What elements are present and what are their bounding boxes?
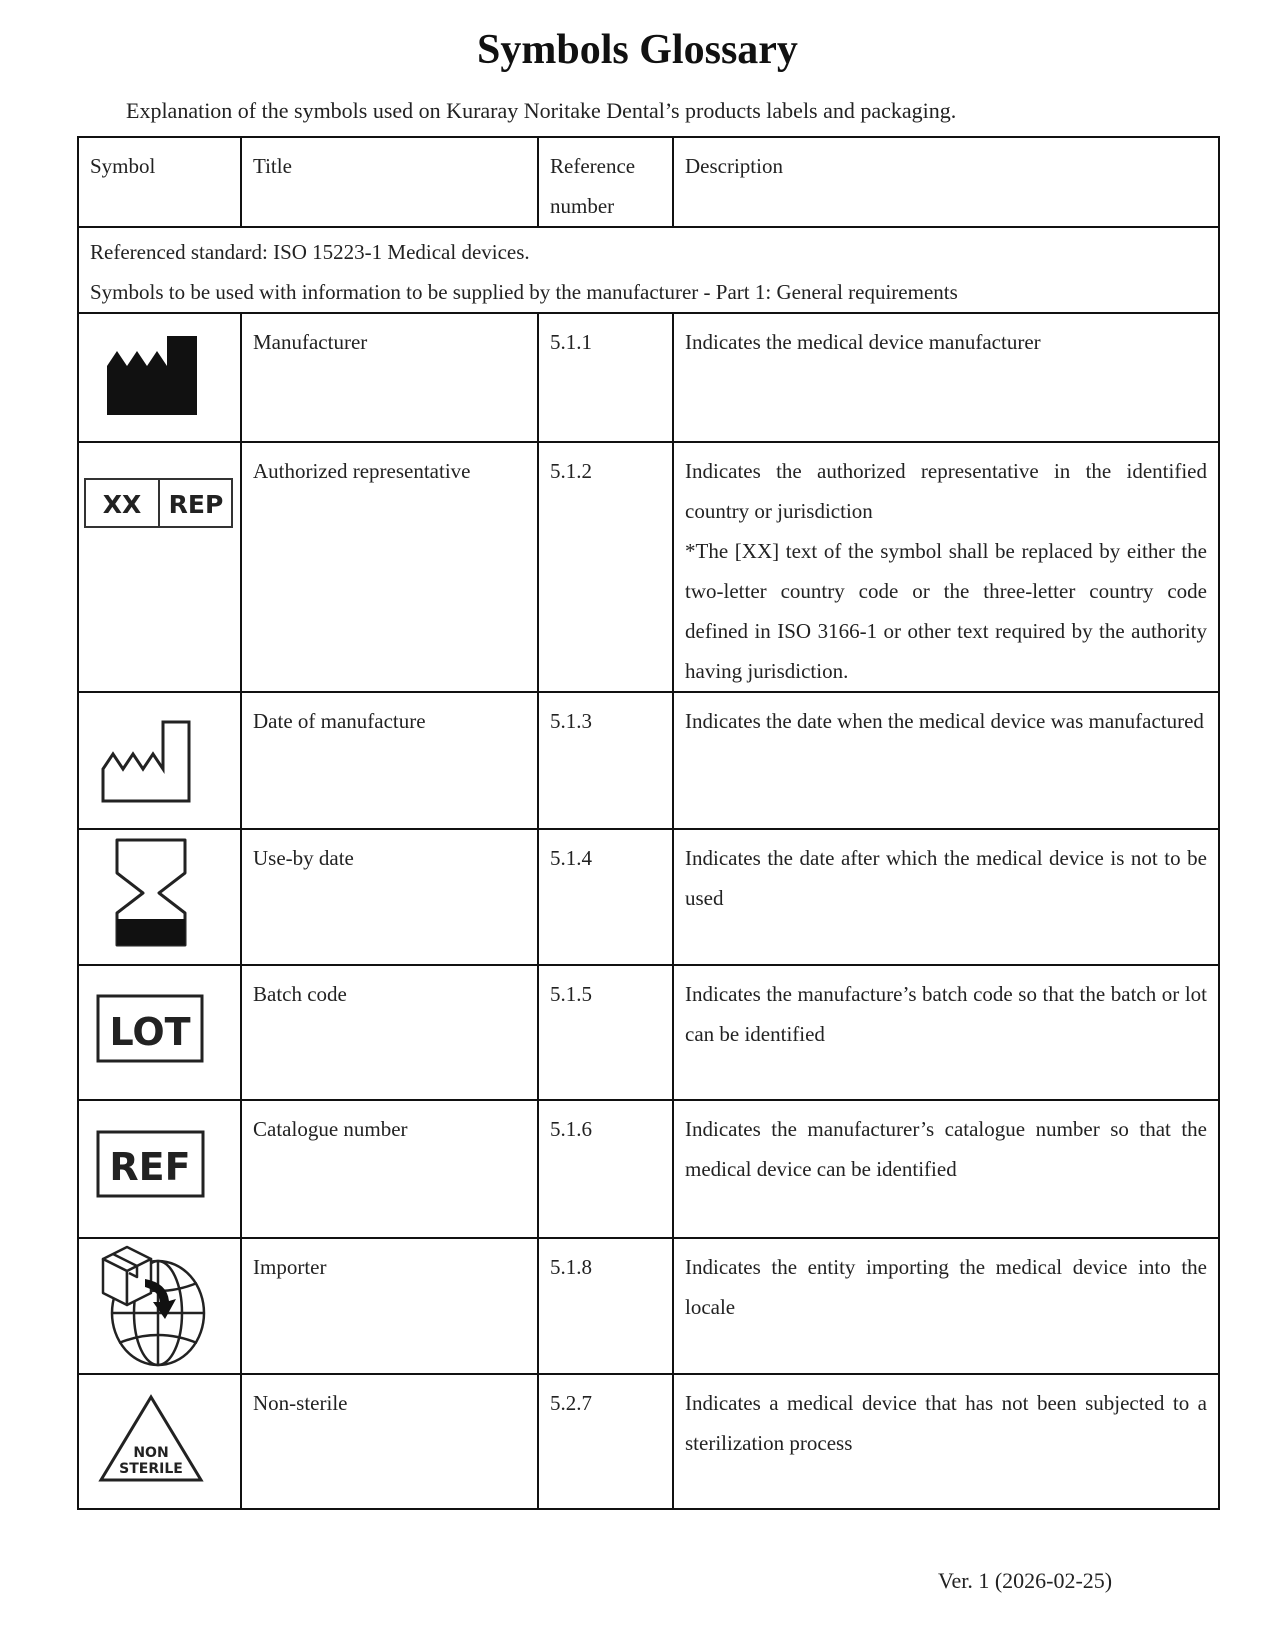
header-symbol: Symbol bbox=[78, 137, 241, 227]
table-row bbox=[78, 1374, 1219, 1509]
row-title: Catalogue number bbox=[241, 1100, 538, 1238]
row-reference: 5.1.6 bbox=[538, 1100, 673, 1238]
row-title: Manufacturer bbox=[241, 313, 538, 442]
non-sterile-icon bbox=[79, 1375, 242, 1510]
row-reference: 5.2.7 bbox=[538, 1374, 673, 1509]
row-description: Indicates the date after which the medical device is not to be used bbox=[673, 829, 1219, 965]
row-reference: 5.1.1 bbox=[538, 313, 673, 442]
table-header-row bbox=[78, 137, 1219, 227]
row-title: Importer bbox=[241, 1238, 538, 1374]
row-reference: 5.1.5 bbox=[538, 965, 673, 1100]
version-label: Ver. 1 (2026-02-25) bbox=[938, 1568, 1113, 1593]
table-row bbox=[78, 442, 1219, 692]
symbol-cell bbox=[78, 692, 241, 829]
symbol-cell bbox=[78, 1374, 241, 1509]
row-title: Batch code bbox=[241, 965, 538, 1100]
date-of-manufacture-icon bbox=[79, 693, 242, 830]
batch-code-icon bbox=[79, 966, 242, 1101]
header-description: Description bbox=[673, 137, 1219, 227]
row-description: Indicates the manufacture’s batch code so that the batch or lot can be identified bbox=[673, 965, 1219, 1100]
use-by-date-icon bbox=[79, 830, 242, 966]
row-description-text: Indicates the authorized representative in the identified country or jurisdiction bbox=[685, 459, 1207, 523]
table-row bbox=[78, 829, 1219, 965]
rep-icon-left-text: XX bbox=[102, 490, 142, 519]
non-sterile-icon-line1: NON bbox=[133, 1445, 169, 1461]
symbol-cell bbox=[78, 829, 241, 965]
row-description: Indicates the medical device manufacturer bbox=[673, 313, 1219, 442]
table-row bbox=[78, 313, 1219, 442]
table-row bbox=[78, 1238, 1219, 1374]
authorized-representative-icon bbox=[79, 443, 242, 689]
symbol-cell bbox=[78, 442, 241, 692]
symbol-cell bbox=[78, 965, 241, 1100]
page-title: Symbols Glossary bbox=[477, 27, 798, 73]
row-description-note: *The [XX] text of the symbol shall be replaced by either the two-letter country code or the three-letter country code defined in ISO 3166-1 or other text required by the authority having jurisdiction. bbox=[685, 539, 1207, 683]
manufacturer-icon bbox=[79, 314, 242, 443]
row-reference: 5.1.3 bbox=[538, 692, 673, 829]
lot-icon-text: LOT bbox=[109, 1010, 191, 1054]
header-reference-line2: number bbox=[550, 194, 615, 218]
symbols-table bbox=[77, 136, 1220, 1510]
row-reference: 5.1.4 bbox=[538, 829, 673, 965]
table-row bbox=[78, 965, 1219, 1100]
standard-row bbox=[78, 227, 1219, 313]
row-title: Non-sterile bbox=[241, 1374, 538, 1509]
row-title: Authorized representative bbox=[241, 442, 538, 692]
standard-cell bbox=[78, 227, 1219, 313]
row-description bbox=[673, 442, 1219, 692]
table-row bbox=[78, 1100, 1219, 1238]
table-row bbox=[78, 692, 1219, 829]
standard-line1: Referenced standard: ISO 15223-1 Medical devices. bbox=[90, 240, 530, 264]
header-reference bbox=[538, 137, 673, 227]
symbol-cell bbox=[78, 313, 241, 442]
standard-line2: Symbols to be used with information to be supplied by the manufacturer - Part 1: General requirements bbox=[90, 280, 958, 304]
row-description: Indicates the manufacturer’s catalogue number so that the medical device can be identified bbox=[673, 1100, 1219, 1238]
header-title: Title bbox=[241, 137, 538, 227]
row-title: Date of manufacture bbox=[241, 692, 538, 829]
row-title: Use-by date bbox=[241, 829, 538, 965]
ref-icon-text: REF bbox=[109, 1145, 191, 1189]
row-reference: 5.1.2 bbox=[538, 442, 673, 692]
importer-icon bbox=[79, 1239, 242, 1375]
non-sterile-icon-line2: STERILE bbox=[119, 1461, 183, 1477]
row-description: Indicates a medical device that has not been subjected to a sterilization process bbox=[673, 1374, 1219, 1509]
row-description: Indicates the date when the medical device was manufactured bbox=[673, 692, 1219, 829]
row-reference: 5.1.8 bbox=[538, 1238, 673, 1374]
symbol-cell bbox=[78, 1238, 241, 1374]
symbol-cell bbox=[78, 1100, 241, 1238]
catalogue-number-icon bbox=[79, 1101, 242, 1239]
header-reference-line1: Reference bbox=[550, 154, 636, 178]
page-subtitle: Explanation of the symbols used on Kuraray Noritake Dental’s products labels and packaging. bbox=[126, 98, 957, 123]
row-description: Indicates the entity importing the medical device into the locale bbox=[673, 1238, 1219, 1374]
rep-icon-right-text: REP bbox=[168, 490, 224, 519]
